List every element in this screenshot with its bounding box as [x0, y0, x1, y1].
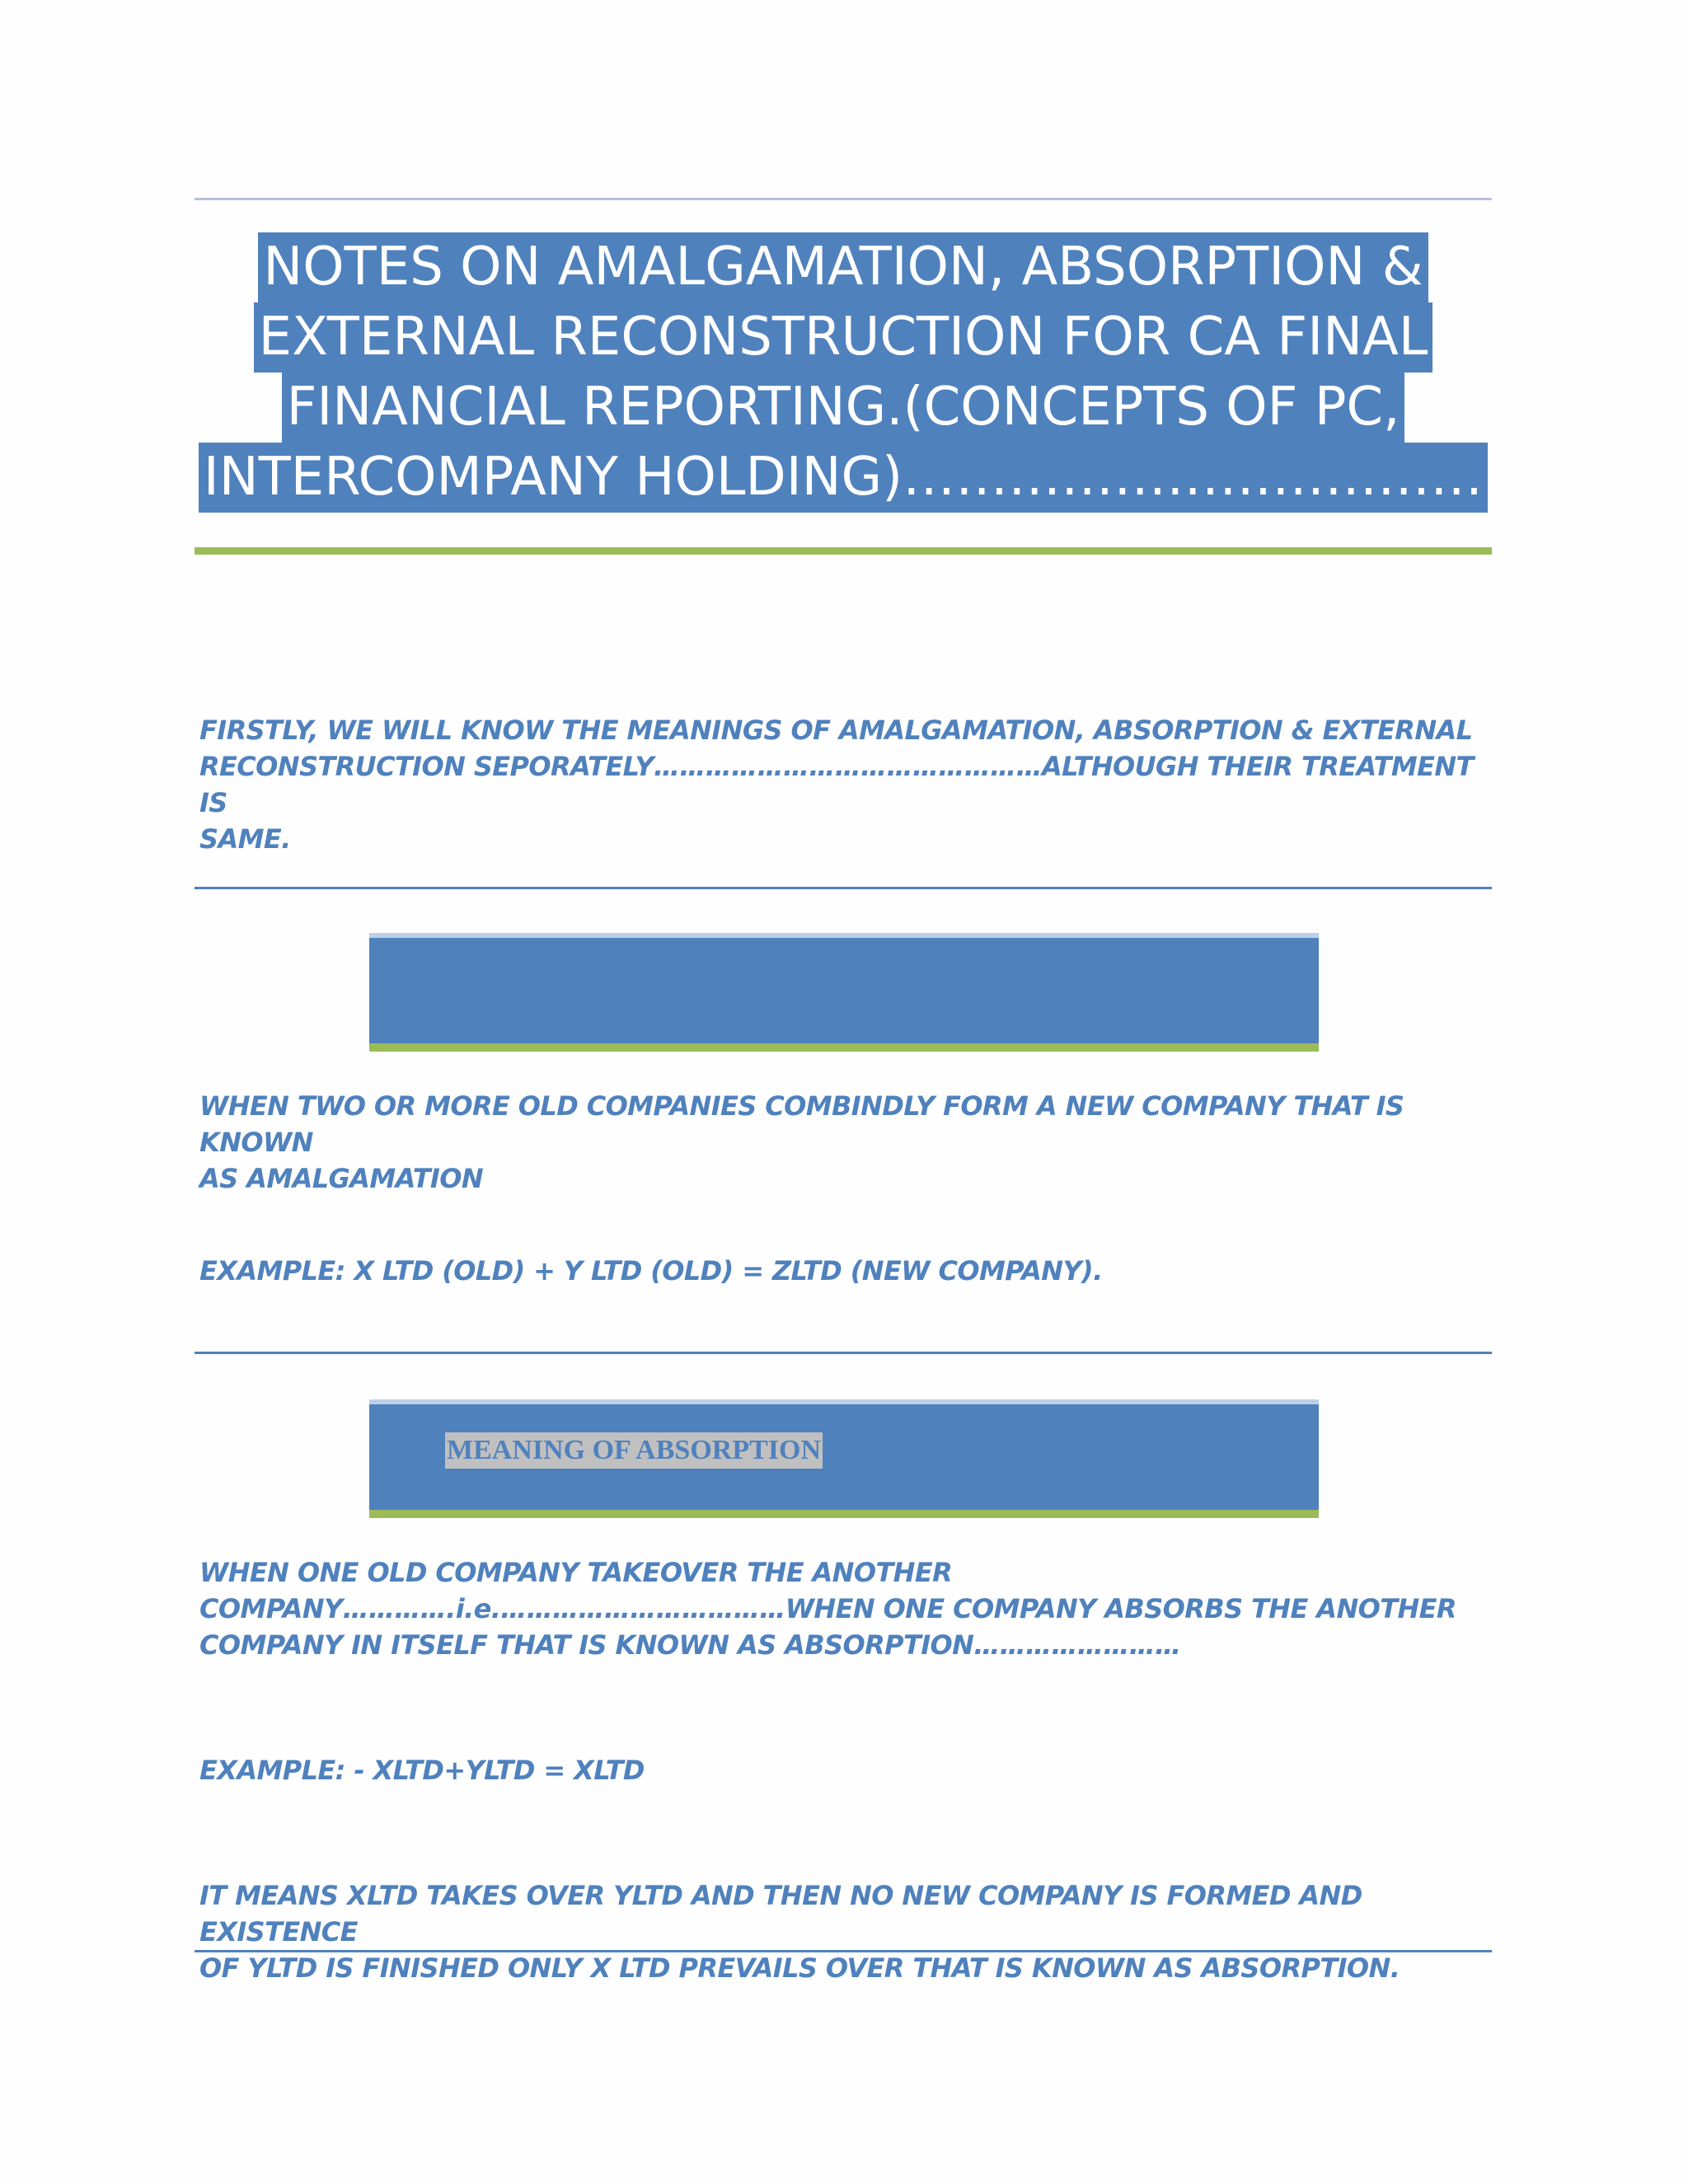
definition-line: WHEN ONE OLD COMPANY TAKEOVER THE ANOTHER [199, 1557, 953, 1588]
amalgamation-definition [199, 1088, 1485, 1197]
example-line: EXAMPLE: - XLTD+YLTD = XLTD [199, 1755, 645, 1786]
bottom-divider [195, 1950, 1492, 1952]
explanation-line: OF YLTD IS FINISHED ONLY X LTD PREVAILS OVER THAT IS KNOWN AS ABSORPTION. [199, 1952, 1400, 1984]
absorption-example [199, 1752, 1485, 1788]
absorption-heading-banner [369, 1403, 1319, 1510]
intro-line: RECONSTRUCTION SEPORATELY………………………………………ALTHOUGH THEIR TREATMENT IS [199, 751, 1474, 818]
document-title [195, 232, 1492, 513]
banner-underline [369, 1510, 1319, 1518]
intro-line: FIRSTLY, WE WILL KNOW THE MEANINGS OF AMALGAMATION, ABSORPTION & EXTERNAL [199, 715, 1473, 746]
definition-line: COMPANY IN ITSELF THAT IS KNOWN AS ABSORPTION…………………… [199, 1629, 1181, 1661]
top-divider [195, 198, 1492, 200]
example-line: EXAMPLE: X LTD (OLD) + Y LTD (OLD) = ZLTD (NEW COMPANY). [199, 1255, 1103, 1286]
definition-line: WHEN TWO OR MORE OLD COMPANIES COMBINDLY FORM A NEW COMPANY THAT IS KNOWN [199, 1090, 1404, 1158]
absorption-definition [199, 1554, 1485, 1663]
title-line: NOTES ON AMALGAMATION, ABSORPTION & [258, 232, 1428, 302]
banner-underline [369, 1043, 1319, 1052]
title-underline [195, 547, 1492, 555]
section-divider [195, 1352, 1492, 1354]
title-line: INTERCOMPANY HOLDING)…………………………… [199, 443, 1488, 513]
amalgamation-example [199, 1253, 1485, 1289]
definition-line: AS AMALGAMATION [199, 1163, 484, 1194]
absorption-heading-label: MEANING OF ABSORPTION [445, 1432, 823, 1469]
title-line: EXTERNAL RECONSTRUCTION FOR CA FINAL [254, 302, 1433, 373]
explanation-line: IT MEANS XLTD TAKES OVER YLTD AND THEN NO NEW COMPANY IS FORMED AND EXISTENCE [199, 1880, 1362, 1947]
section-divider [195, 887, 1492, 889]
definition-line: COMPANY………….i.e.……………………………WHEN ONE COMPANY ABSORBS THE ANOTHER [199, 1593, 1456, 1624]
amalgamation-heading-banner [369, 936, 1319, 1043]
intro-paragraph [199, 712, 1485, 857]
absorption-explanation [199, 1877, 1485, 1986]
intro-line: SAME. [199, 823, 291, 855]
title-line: FINANCIAL REPORTING.(CONCEPTS OF PC, [282, 373, 1405, 443]
